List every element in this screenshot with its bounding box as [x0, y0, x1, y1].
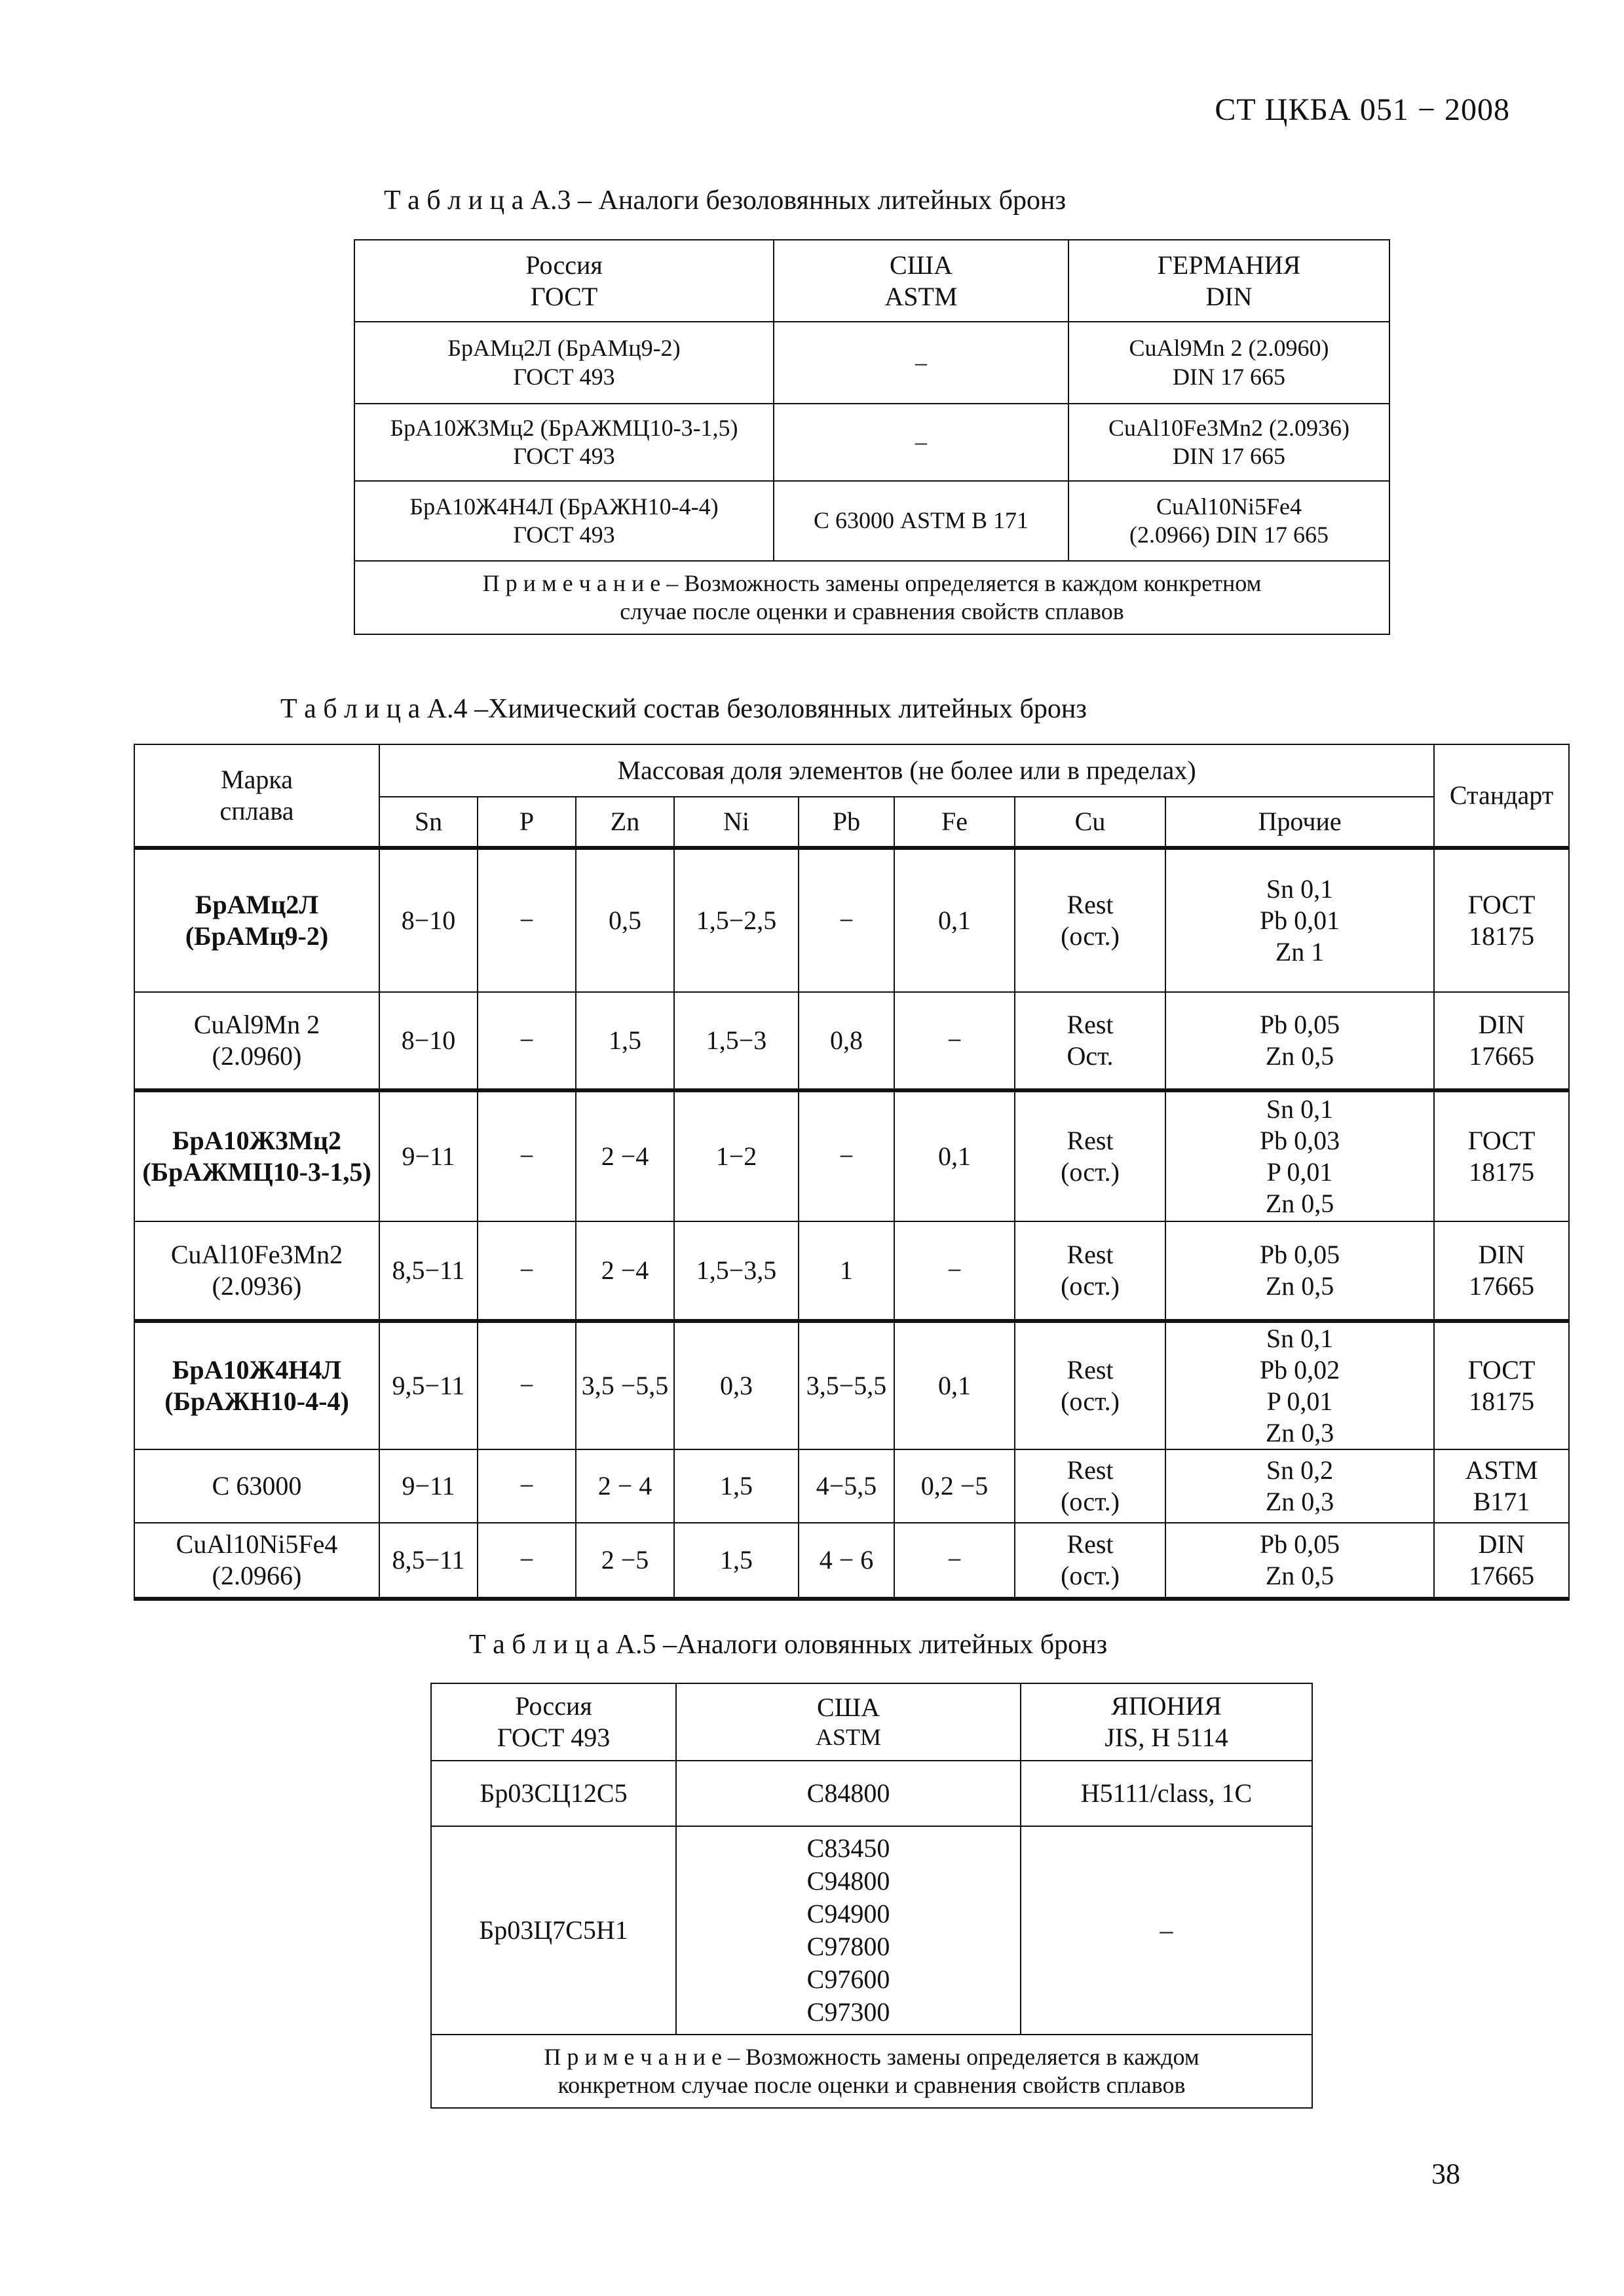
table-a3: [354, 239, 1390, 635]
cell-russia: БрА10Ж3Мц2 (БрАЖМЦ10-3-1,5) ГОСТ 493: [354, 404, 774, 481]
header-japan: ЯПОНИЯ JIS, H 5114: [1021, 1683, 1312, 1761]
table-a4-caption: Т а б л и ц а А.4 –Химический состав безоловянных литейных бронз: [280, 694, 1087, 724]
cell-grade: БрА10Ж4Н4Л (БрАЖН10-4-4): [134, 1321, 379, 1449]
cell-japan: –: [1021, 1826, 1312, 2035]
table-row: [134, 848, 1569, 992]
cell-fe: −: [894, 1221, 1015, 1321]
cell-standard: DIN 17665: [1434, 1523, 1569, 1599]
cell-standard: ГОСТ 18175: [1434, 1321, 1569, 1449]
cell-other: Pb 0,05 Zn 0,5: [1165, 992, 1434, 1090]
cell-germany: CuAl10Ni5Fe4 (2.0966) DIN 17 665: [1068, 481, 1389, 561]
table-a5: [430, 1683, 1313, 2109]
cell-pb: −: [799, 1090, 894, 1221]
cell-russia: Бр03Ц7С5Н1: [431, 1826, 676, 2035]
header-usa: США ASTM: [774, 240, 1068, 322]
cell-fe: 0,2 −5: [894, 1449, 1015, 1523]
cell-usa: –: [774, 404, 1068, 481]
cell-pb: 0,8: [799, 992, 894, 1090]
table-row: [354, 404, 1389, 481]
header-cu: Cu: [1015, 797, 1165, 848]
cell-grade: CuAl10Ni5Fe4 (2.0966): [134, 1523, 379, 1599]
cell-other: Sn 0,2 Zn 0,3: [1165, 1449, 1434, 1523]
cell-zn: 2 −4: [576, 1090, 674, 1221]
table-row: [134, 1221, 1569, 1321]
cell-ni: 1,5−2,5: [674, 848, 799, 992]
cell-cu: Rest Ост.: [1015, 992, 1165, 1090]
cell-ni: 1,5: [674, 1523, 799, 1599]
cell-zn: 1,5: [576, 992, 674, 1090]
cell-p: −: [478, 848, 576, 992]
cell-ni: 1,5: [674, 1449, 799, 1523]
cell-p: −: [478, 1321, 576, 1449]
header-mass-fraction: Массовая доля элементов (не более или в пределах): [379, 744, 1434, 797]
cell-fe: −: [894, 1523, 1015, 1599]
cell-zn: 2 −5: [576, 1523, 674, 1599]
cell-sn: 9,5−11: [379, 1321, 478, 1449]
cell-fe: 0,1: [894, 1321, 1015, 1449]
cell-grade: БрАМц2Л (БрАМц9-2): [134, 848, 379, 992]
header-russia: Россия ГОСТ: [354, 240, 774, 322]
cell-grade: БрА10Ж3Мц2 (БрАЖМЦ10-3-1,5): [134, 1090, 379, 1221]
cell-grade: CuAl10Fe3Mn2 (2.0936): [134, 1221, 379, 1321]
cell-japan: H5111/class, 1C: [1021, 1761, 1312, 1826]
table-a5-note: П р и м е ч а н и е – Возможность замены определяется в каждом конкретном случае после оценки и сравнения свойств сплавов: [431, 2035, 1312, 2108]
cell-sn: 8,5−11: [379, 1523, 478, 1599]
header-fe: Fe: [894, 797, 1015, 848]
table-a4: [134, 744, 1570, 1601]
table-row: [134, 1449, 1569, 1523]
cell-other: Pb 0,05 Zn 0,5: [1165, 1221, 1434, 1321]
cell-p: −: [478, 1221, 576, 1321]
cell-other: Sn 0,1 Pb 0,03 P 0,01 Zn 0,5: [1165, 1090, 1434, 1221]
table-row: [431, 1826, 1312, 2035]
cell-pb: −: [799, 848, 894, 992]
cell-germany: CuAl10Fe3Mn2 (2.0936) DIN 17 665: [1068, 404, 1389, 481]
cell-pb: 3,5−5,5: [799, 1321, 894, 1449]
cell-cu: Rest (ост.): [1015, 1090, 1165, 1221]
table-a3-note-row: [354, 561, 1389, 634]
table-row: [354, 481, 1389, 561]
table-a3-note: П р и м е ч а н и е – Возможность замены определяется в каждом конкретном случае после оценки и сравнения свойств сплавов: [354, 561, 1389, 634]
cell-sn: 8,5−11: [379, 1221, 478, 1321]
table-a3-header-row: [354, 240, 1389, 322]
cell-other: Sn 0,1 Pb 0,01 Zn 1: [1165, 848, 1434, 992]
cell-cu: Rest (ост.): [1015, 848, 1165, 992]
table-row: [134, 1321, 1569, 1449]
cell-zn: 0,5: [576, 848, 674, 992]
cell-standard: ГОСТ 18175: [1434, 848, 1569, 992]
cell-ni: 0,3: [674, 1321, 799, 1449]
cell-usa: С 63000 ASTM B 171: [774, 481, 1068, 561]
cell-russia: БрАМц2Л (БрАМц9-2) ГОСТ 493: [354, 322, 774, 404]
cell-usa: С84800: [676, 1761, 1021, 1826]
cell-grade: С 63000: [134, 1449, 379, 1523]
header-zn: Zn: [576, 797, 674, 848]
cell-russia: Бр03СЦ12С5: [431, 1761, 676, 1826]
cell-sn: 9−11: [379, 1449, 478, 1523]
cell-p: −: [478, 1523, 576, 1599]
table-row: [134, 1523, 1569, 1599]
cell-germany: CuAl9Mn 2 (2.0960) DIN 17 665: [1068, 322, 1389, 404]
cell-pb: 4 − 6: [799, 1523, 894, 1599]
header-ni: Ni: [674, 797, 799, 848]
cell-other: Pb 0,05 Zn 0,5: [1165, 1523, 1434, 1599]
header-p: P: [478, 797, 576, 848]
cell-grade: CuAl9Mn 2 (2.0960): [134, 992, 379, 1090]
table-a5-header-row: [431, 1683, 1312, 1761]
cell-pb: 1: [799, 1221, 894, 1321]
header-standard: Стандарт: [1434, 744, 1569, 848]
cell-zn: 2 −4: [576, 1221, 674, 1321]
cell-ni: 1−2: [674, 1090, 799, 1221]
table-a5-note-row: [431, 2035, 1312, 2108]
cell-zn: 3,5 −5,5: [576, 1321, 674, 1449]
cell-sn: 8−10: [379, 992, 478, 1090]
cell-zn: 2 − 4: [576, 1449, 674, 1523]
cell-usa: С83450 С94800 С94900 С97800 С97600 С97300: [676, 1826, 1021, 2035]
cell-p: −: [478, 1449, 576, 1523]
page-number: 38: [1431, 2158, 1460, 2190]
table-row: [431, 1761, 1312, 1826]
cell-fe: −: [894, 992, 1015, 1090]
header-pb: Pb: [799, 797, 894, 848]
cell-pb: 4−5,5: [799, 1449, 894, 1523]
table-row: [134, 992, 1569, 1090]
table-row: [354, 322, 1389, 404]
header-sn: Sn: [379, 797, 478, 848]
cell-cu: Rest (ост.): [1015, 1221, 1165, 1321]
header-grade: Марка сплава: [134, 744, 379, 848]
cell-fe: 0,1: [894, 848, 1015, 992]
table-a3-caption: Т а б л и ц а А.3 – Аналоги безоловянных литейных бронз: [384, 185, 1067, 216]
table-a5-caption: Т а б л и ц а А.5 –Аналоги оловянных литейных бронз: [469, 1630, 1108, 1660]
cell-fe: 0,1: [894, 1090, 1015, 1221]
table-row: [134, 1090, 1569, 1221]
cell-p: −: [478, 1090, 576, 1221]
cell-cu: Rest (ост.): [1015, 1321, 1165, 1449]
cell-standard: DIN 17665: [1434, 1221, 1569, 1321]
cell-standard: DIN 17665: [1434, 992, 1569, 1090]
cell-cu: Rest (ост.): [1015, 1449, 1165, 1523]
cell-standard: ASTM B171: [1434, 1449, 1569, 1523]
cell-cu: Rest (ост.): [1015, 1523, 1165, 1599]
cell-p: −: [478, 992, 576, 1090]
cell-ni: 1,5−3: [674, 992, 799, 1090]
cell-standard: ГОСТ 18175: [1434, 1090, 1569, 1221]
cell-usa: –: [774, 322, 1068, 404]
cell-other: Sn 0,1 Pb 0,02 P 0,01 Zn 0,3: [1165, 1321, 1434, 1449]
table-a4-header-row: [134, 744, 1569, 797]
header-russia: Россия ГОСТ 493: [431, 1683, 676, 1761]
header-germany: ГЕРМАНИЯ DIN: [1068, 240, 1389, 322]
cell-sn: 8−10: [379, 848, 478, 992]
document-code: СТ ЦКБА 051 − 2008: [1215, 92, 1510, 127]
cell-russia: БрА10Ж4Н4Л (БрАЖН10-4-4) ГОСТ 493: [354, 481, 774, 561]
header-other: Прочие: [1165, 797, 1434, 848]
header-usa: США ASTM: [676, 1683, 1021, 1761]
cell-sn: 9−11: [379, 1090, 478, 1221]
cell-ni: 1,5−3,5: [674, 1221, 799, 1321]
